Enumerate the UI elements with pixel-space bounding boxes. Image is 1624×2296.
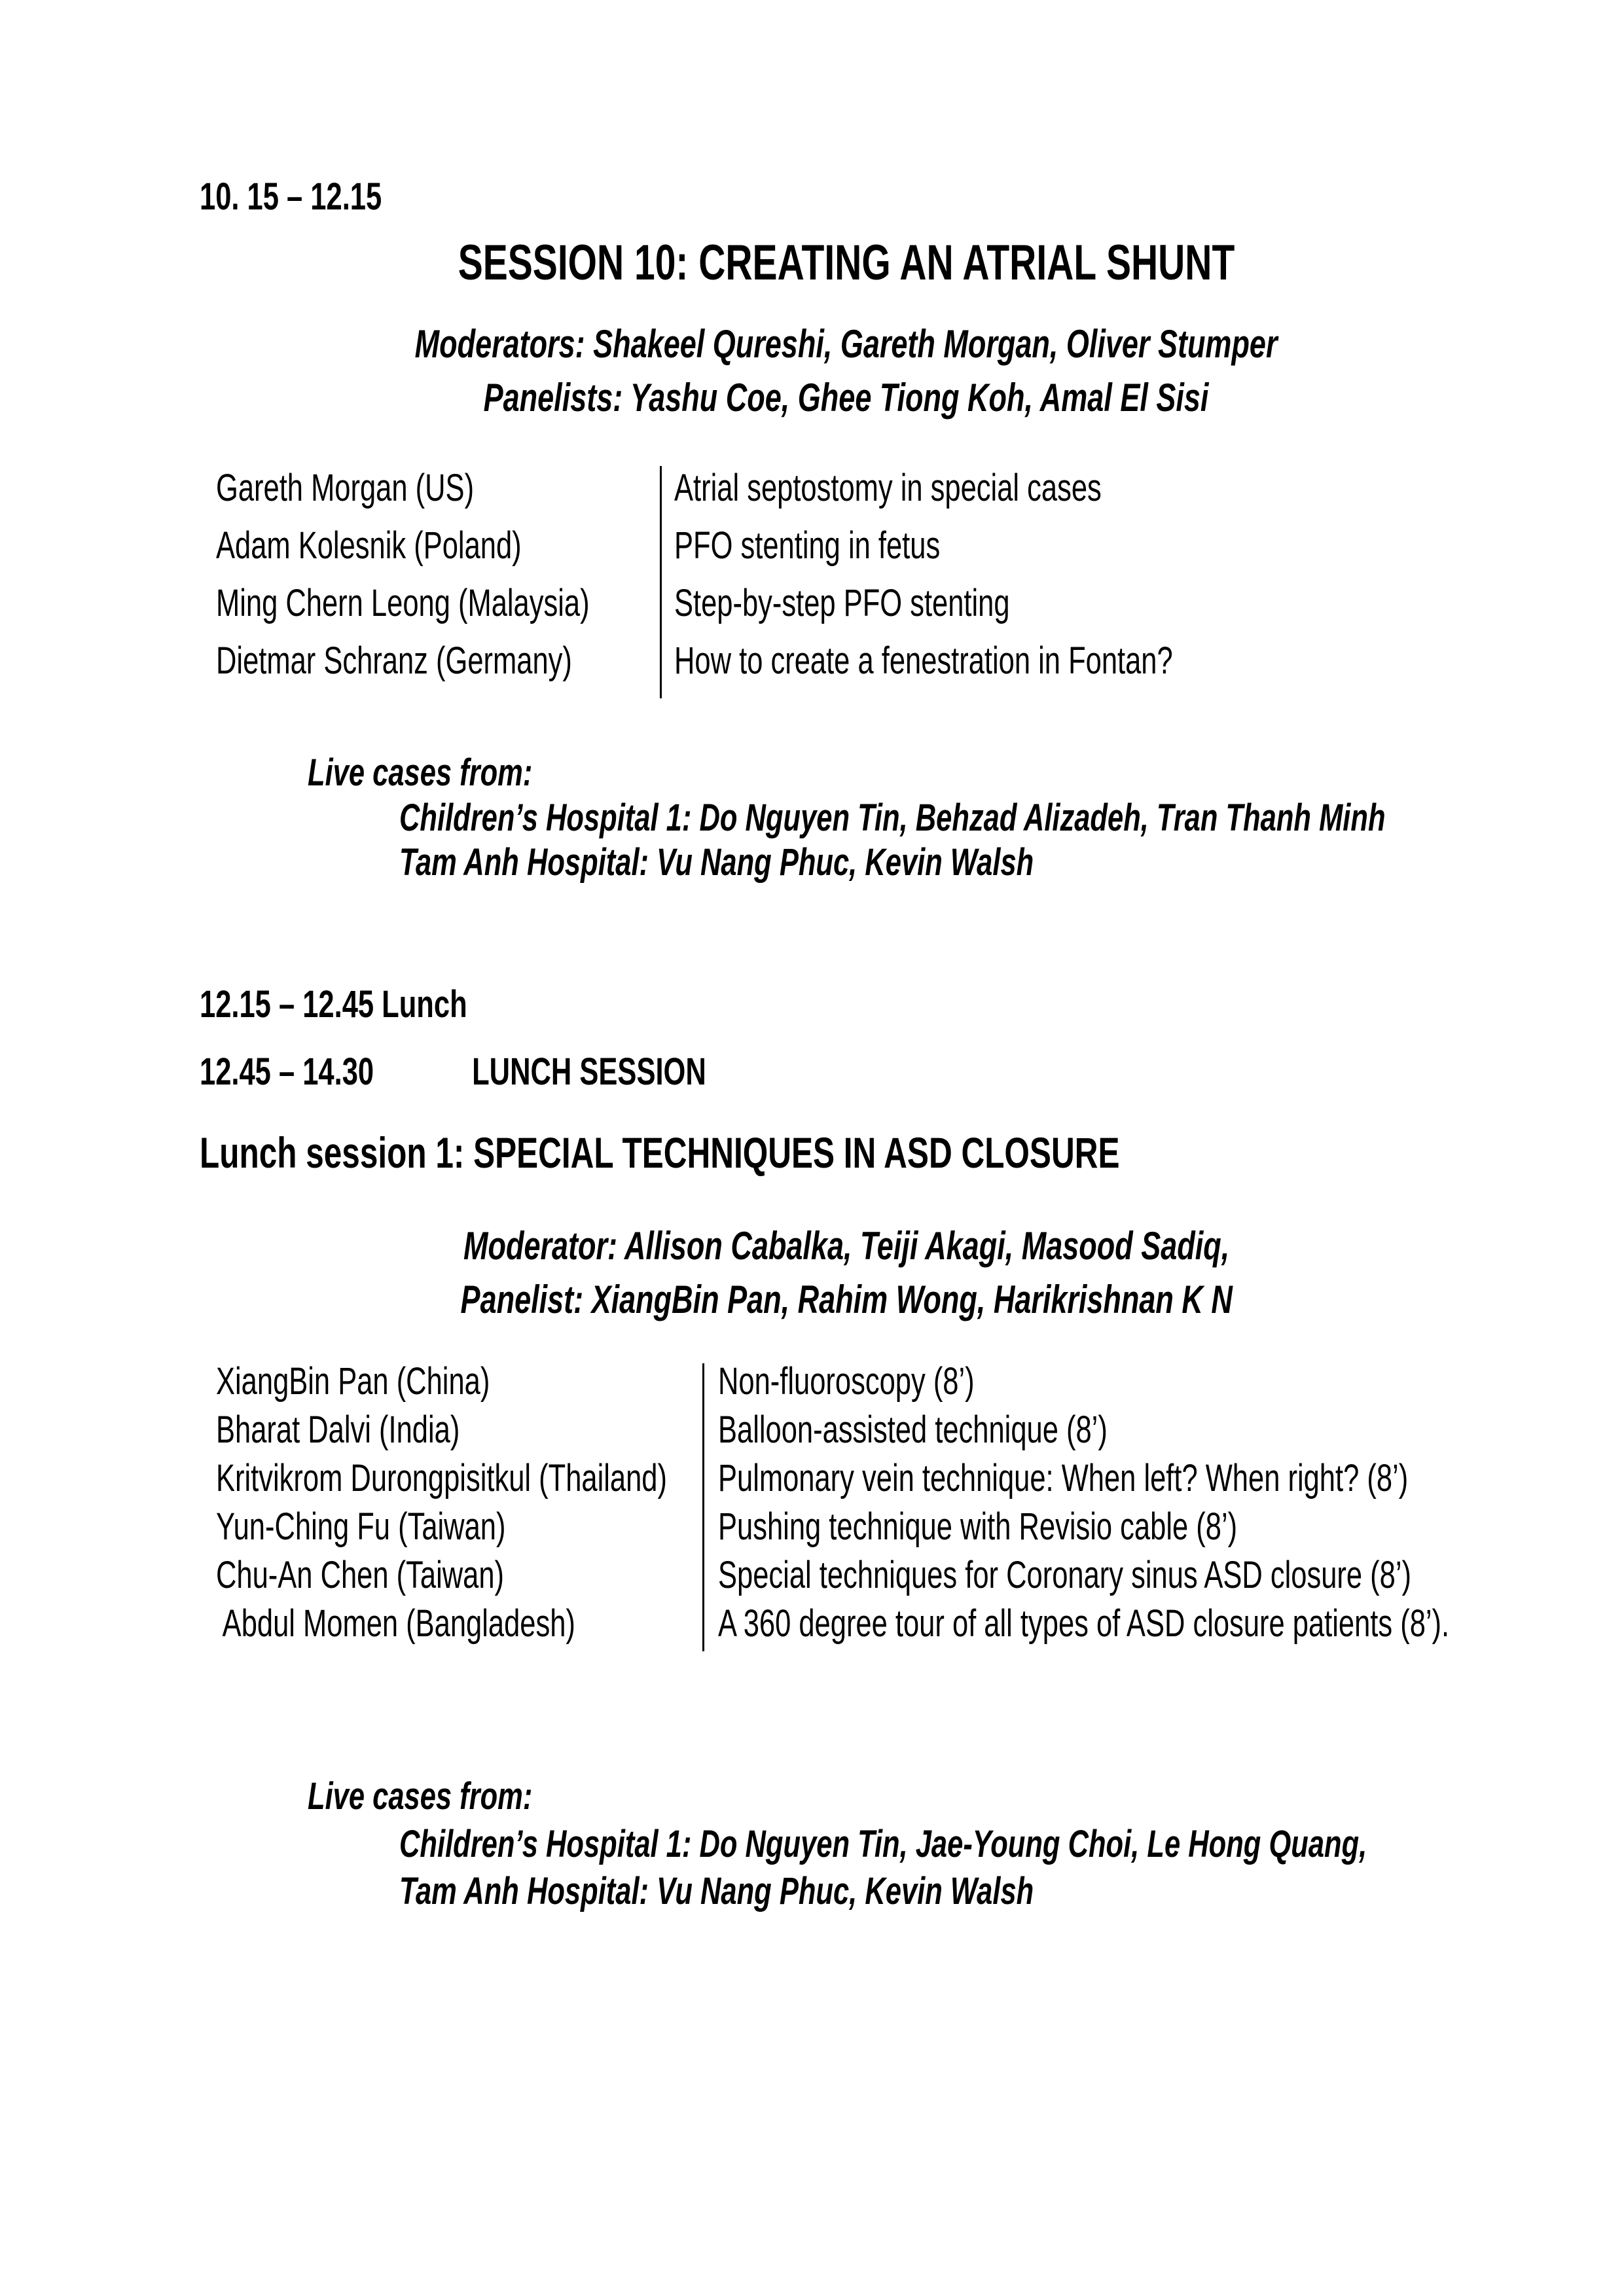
table-row xyxy=(216,1602,697,1653)
lunch-session1-panelists-text: Panelist: XiangBin Pan, Rahim Wong, Harikrishnan K N xyxy=(460,1278,1233,1321)
session10-moderators-text: Moderators: Shakeel Qureshi, Gareth Morgan, Oliver Stumper xyxy=(415,322,1278,366)
lunch-session1-live-cases-line1 xyxy=(399,1825,1624,1863)
table-row xyxy=(216,584,655,642)
table1-speaker-column xyxy=(216,469,655,700)
talk-title: Pushing technique with Revisio cable (8’) xyxy=(718,1505,1238,1548)
speaker-name: Yun-Ching Fu (Taiwan) xyxy=(216,1505,506,1548)
table-row xyxy=(216,1408,697,1460)
table-row xyxy=(718,1360,1608,1411)
live-cases-line-text: Tam Anh Hospital: Vu Nang Phuc, Kevin Walsh xyxy=(399,841,1034,884)
session10-live-cases-line2 xyxy=(399,841,1245,884)
table-row xyxy=(216,639,655,700)
lunch-break-time xyxy=(200,983,556,1026)
speaker-name: Gareth Morgan (US) xyxy=(216,467,475,509)
talk-title: A 360 degree tour of all types of ASD closure patients (8’). xyxy=(718,1602,1450,1645)
live-cases-label-text: Live cases from: xyxy=(308,1775,533,1818)
speaker-name: Kritvikrom Durongpisitkul (Thailand) xyxy=(216,1457,667,1499)
table2-speaker-column xyxy=(216,1360,697,1653)
table-row xyxy=(718,1556,1608,1605)
speaker-name: Adam Kolesnik (Poland) xyxy=(216,524,522,567)
table-row xyxy=(216,1556,697,1605)
lunch-session1-moderators xyxy=(200,1224,1493,1268)
speaker-name: Abdul Momen (Bangladesh) xyxy=(216,1602,575,1645)
speaker-name: XiangBin Pan (China) xyxy=(216,1360,490,1403)
lunch-session1-live-cases-label xyxy=(308,1775,607,1818)
session10-moderators xyxy=(200,322,1493,366)
session10-title-text: SESSION 10: CREATING AN ATRIAL SHUNT xyxy=(458,235,1235,291)
table-row xyxy=(216,1360,697,1411)
table-row xyxy=(718,1505,1608,1556)
table-row xyxy=(674,584,1604,642)
table1-column-divider xyxy=(660,466,662,698)
table-row xyxy=(718,1602,1608,1653)
talk-title: Non-fluoroscopy (8’) xyxy=(718,1360,975,1403)
lunch-session-time-line xyxy=(200,1050,875,1093)
live-cases-line-text: Children’s Hospital 1: Do Nguyen Tin, Behzad Alizadeh, Tran Thanh Minh xyxy=(399,797,1386,839)
session10-time-text: 10. 15 – 12.15 xyxy=(200,175,382,218)
speaker-name: Ming Chern Leong (Malaysia) xyxy=(216,582,590,624)
lunch-session1-panelists xyxy=(200,1280,1493,1319)
lunch-session-time-group xyxy=(200,1050,706,1093)
session10-panelists xyxy=(200,378,1493,418)
speaker-name: Dietmar Schranz (Germany) xyxy=(216,639,572,682)
table-row xyxy=(216,469,655,527)
table-row xyxy=(718,1457,1608,1508)
session10-panelists-text: Panelists: Yashu Coe, Ghee Tiong Koh, Amal El Sisi xyxy=(484,376,1209,420)
live-cases-line-text: Children’s Hospital 1: Do Nguyen Tin, Jae-Young Choi, Le Hong Quang, xyxy=(399,1823,1367,1865)
table-row xyxy=(216,1457,697,1508)
talk-title: Pulmonary vein technique: When left? When right? (8’) xyxy=(718,1457,1409,1499)
table2-column-divider xyxy=(702,1363,704,1651)
lunch-session-time: 12.45 – 14.30 xyxy=(200,1050,374,1093)
live-cases-line-text: Tam Anh Hospital: Vu Nang Phuc, Kevin Walsh xyxy=(399,1870,1034,1912)
speaker-name: Chu-An Chen (Taiwan) xyxy=(216,1554,505,1596)
talk-title: Special techniques for Coronary sinus ASD closure (8’) xyxy=(718,1554,1411,1596)
table-row xyxy=(674,469,1604,527)
table-row xyxy=(674,524,1604,584)
table1-topic-column xyxy=(674,469,1604,700)
speaker-name: Bharat Dalvi (India) xyxy=(216,1408,460,1451)
session10-live-cases-line1 xyxy=(399,799,1624,837)
lunch-session1-moderators-text: Moderator: Allison Cabalka, Teiji Akagi, Masood Sadiq, xyxy=(463,1224,1230,1268)
table-row xyxy=(216,1505,697,1556)
table2-topic-column xyxy=(718,1360,1608,1653)
lunch-session1-heading-text: Lunch session 1: SPECIAL TECHNIQUES IN ASD CLOSURE xyxy=(200,1128,1120,1177)
session10-live-cases-label xyxy=(308,751,607,794)
talk-title: PFO stenting in fetus xyxy=(674,524,941,567)
talk-title: Step-by-step PFO stenting xyxy=(674,582,1010,624)
lunch-break-time-text: 12.15 – 12.45 Lunch xyxy=(200,983,467,1026)
lunch-session-label: LUNCH SESSION xyxy=(472,1050,706,1093)
live-cases-label-text: Live cases from: xyxy=(308,751,533,794)
table-row xyxy=(216,524,655,584)
table-row xyxy=(674,639,1604,700)
lunch-session1-live-cases-line2 xyxy=(399,1870,1245,1912)
lunch-session1-heading xyxy=(200,1128,1426,1177)
table-row xyxy=(718,1408,1608,1460)
talk-title: How to create a fenestration in Fontan? xyxy=(674,639,1173,682)
talk-title: Atrial septostomy in special cases xyxy=(674,467,1102,509)
session10-time xyxy=(200,175,442,218)
session10-title xyxy=(200,235,1493,291)
talk-title: Balloon-assisted technique (8’) xyxy=(718,1408,1108,1451)
